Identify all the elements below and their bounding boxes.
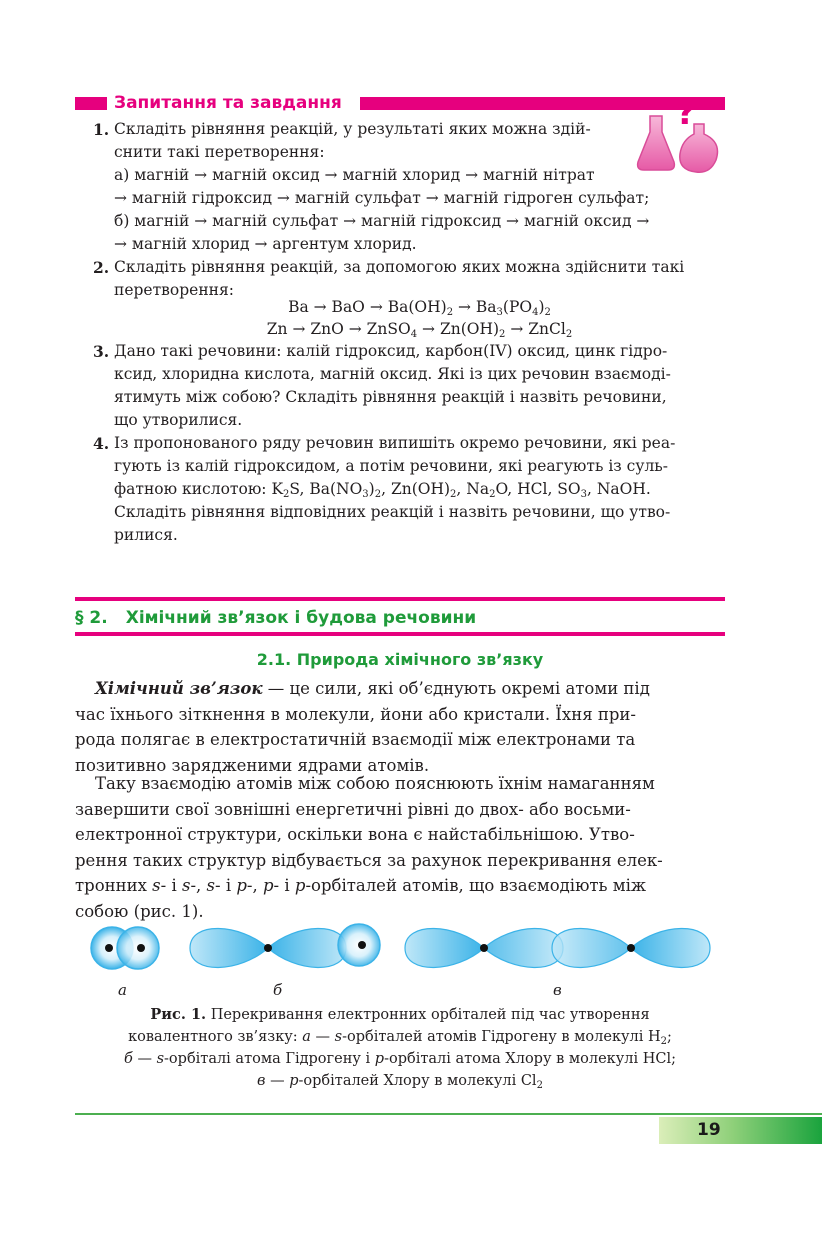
paragraph-2-line: тронних s- і s-, s- і p-, p- і p-орбіталей атомів, що взаємодіють між bbox=[75, 876, 647, 895]
page-number-tab bbox=[659, 1117, 822, 1144]
figure-label-a: а bbox=[118, 981, 127, 999]
reaction-chain-barium: Ba → BaO → $Ba(OH)_2 \to Ba_3(PO_4)_2$ bbox=[288, 298, 551, 318]
svg-text:?: ? bbox=[676, 94, 696, 133]
orbital-overlap-figure bbox=[75, 915, 725, 975]
question-1-line: снити такі перетворення: bbox=[114, 143, 325, 161]
paragraph-1-line: рода полягає в електростатичній взаємодії між електронами та bbox=[75, 730, 636, 749]
orbital-diagram-b bbox=[190, 924, 380, 968]
paragraph-2-line: рення таких структур відбувається за рахунок перекривання елек- bbox=[75, 850, 663, 870]
question-3-line: що утворилися. bbox=[114, 411, 243, 429]
flask-question-icon bbox=[636, 94, 728, 174]
figure-caption-line: в — p-орбіталей Хлору в молекулі $Cl_2$ bbox=[257, 1073, 543, 1091]
orbital-diagram-a bbox=[91, 927, 159, 969]
reaction-chain-zinc: Zn → ZnO → ZnSO$_4$ → $Zn(OH)_2$ → ZnCl$_2$ bbox=[266, 320, 573, 340]
paragraph-2-line: Таку взаємодію атомів між собою пояснюють їхнім намаганням bbox=[95, 774, 655, 793]
question-4-line: Із пропонованого ряду речовин випишіть окремо речовини, які реа- bbox=[114, 434, 676, 452]
question-4-number: 4. bbox=[93, 434, 110, 453]
figure-caption-label: Рис. 1. bbox=[150, 1006, 207, 1023]
question-4-line: гують із калій гідроксидом, а потім речовини, які реагують із суль- bbox=[114, 457, 668, 475]
paragraph-1-line: позитивно зарядженими ядрами атомів. bbox=[75, 755, 430, 775]
page-number: 19 bbox=[697, 1120, 721, 1140]
figure-caption-line: б — s-орбіталі атома Гідрогену і p-орбіталі атома Хлору в молекулі HCl; bbox=[124, 1051, 676, 1067]
question-2-number: 2. bbox=[93, 258, 110, 277]
section-title: Хімічний зв’язок і будова речовини bbox=[125, 608, 477, 628]
question-1-line: б) магній → магній сульфат → магній гідроксид → магній оксид → bbox=[114, 212, 650, 230]
question-1-line: → магній гідроксид → магній сульфат → магній гідроген сульфат; bbox=[114, 189, 650, 207]
question-3-line: ятимуть між собою? Складіть рівняння реакцій і назвіть речовини, bbox=[114, 388, 667, 406]
footer-rule bbox=[75, 1113, 822, 1115]
section-heading bbox=[75, 606, 476, 630]
figure-label-c: в bbox=[553, 981, 562, 999]
term-chemical-bond: Хімічний зв’язок bbox=[95, 679, 263, 698]
question-3-line: Дано такі речовини: калій гідроксид, карбон(IV) оксид, цинк гідро- bbox=[114, 342, 668, 360]
paragraph-1-line: Хімічний зв’язок — це сили, які об’єднують окремі атоми під bbox=[95, 679, 650, 698]
question-1-line: Складіть рівняння реакцій, у результаті яких можна здій- bbox=[114, 120, 591, 138]
question-1-line: а) магній → магній оксид → магній хлорид → магній нітрат bbox=[114, 166, 595, 184]
question-3-line: ксид, хлоридна кислота, магній оксид. Які із цих речовин взаємоді- bbox=[114, 365, 671, 383]
paragraph-2-line: собою (рис. 1). bbox=[75, 901, 204, 921]
question-3-number: 3. bbox=[93, 342, 110, 361]
question-4-line: рилися. bbox=[114, 526, 178, 544]
questions-title: Запитання та завдання bbox=[114, 93, 342, 113]
figure-caption-line: ковалентного зв’язку: а — s-орбіталей атомів Гідрогену в молекулі $H_2$; bbox=[128, 1029, 672, 1047]
question-2-line: перетворення: bbox=[114, 281, 234, 299]
question-1-line: → магній хлорид → аргентум хлорид. bbox=[114, 235, 417, 253]
section-number: § 2. bbox=[75, 608, 108, 628]
questions-bar-left bbox=[75, 97, 107, 110]
subsection-title: 2.1. Природа хімічного зв’язку bbox=[256, 650, 544, 669]
question-4-line: Складіть рівняння відповідних реакцій і назвіть речовини, що утво- bbox=[114, 503, 671, 521]
paragraph-1-line: час їхнього зіткнення в молекули, йони або кристали. Їхня при- bbox=[75, 704, 636, 724]
paragraph-2-line: електронної структури, оскільки вона є найстабільнішою. Утво- bbox=[75, 825, 635, 844]
figure-label-b: б bbox=[273, 981, 283, 999]
question-1-number: 1. bbox=[93, 120, 110, 139]
question-4-formula-line: фатною кислотою: $K_2S$, $Ba(NO_3)_2$, $Zn(OH)_2$, $Na_2O$, HCl, $SO_3$, NaOH. bbox=[114, 480, 651, 500]
question-2-line: Складіть рівняння реакцій, за допомогою яких можна здійснити такі bbox=[114, 258, 685, 276]
paragraph-2-line: завершити свої зовнішні енергетичні рівні до двох- або восьми- bbox=[75, 799, 631, 819]
section-rule-bottom bbox=[75, 632, 725, 636]
section-rule-top bbox=[75, 597, 725, 601]
orbital-diagram-c bbox=[405, 928, 710, 967]
figure-caption-line: Рис. 1. Перекривання електронних орбіталей під час утворення bbox=[150, 1006, 650, 1023]
